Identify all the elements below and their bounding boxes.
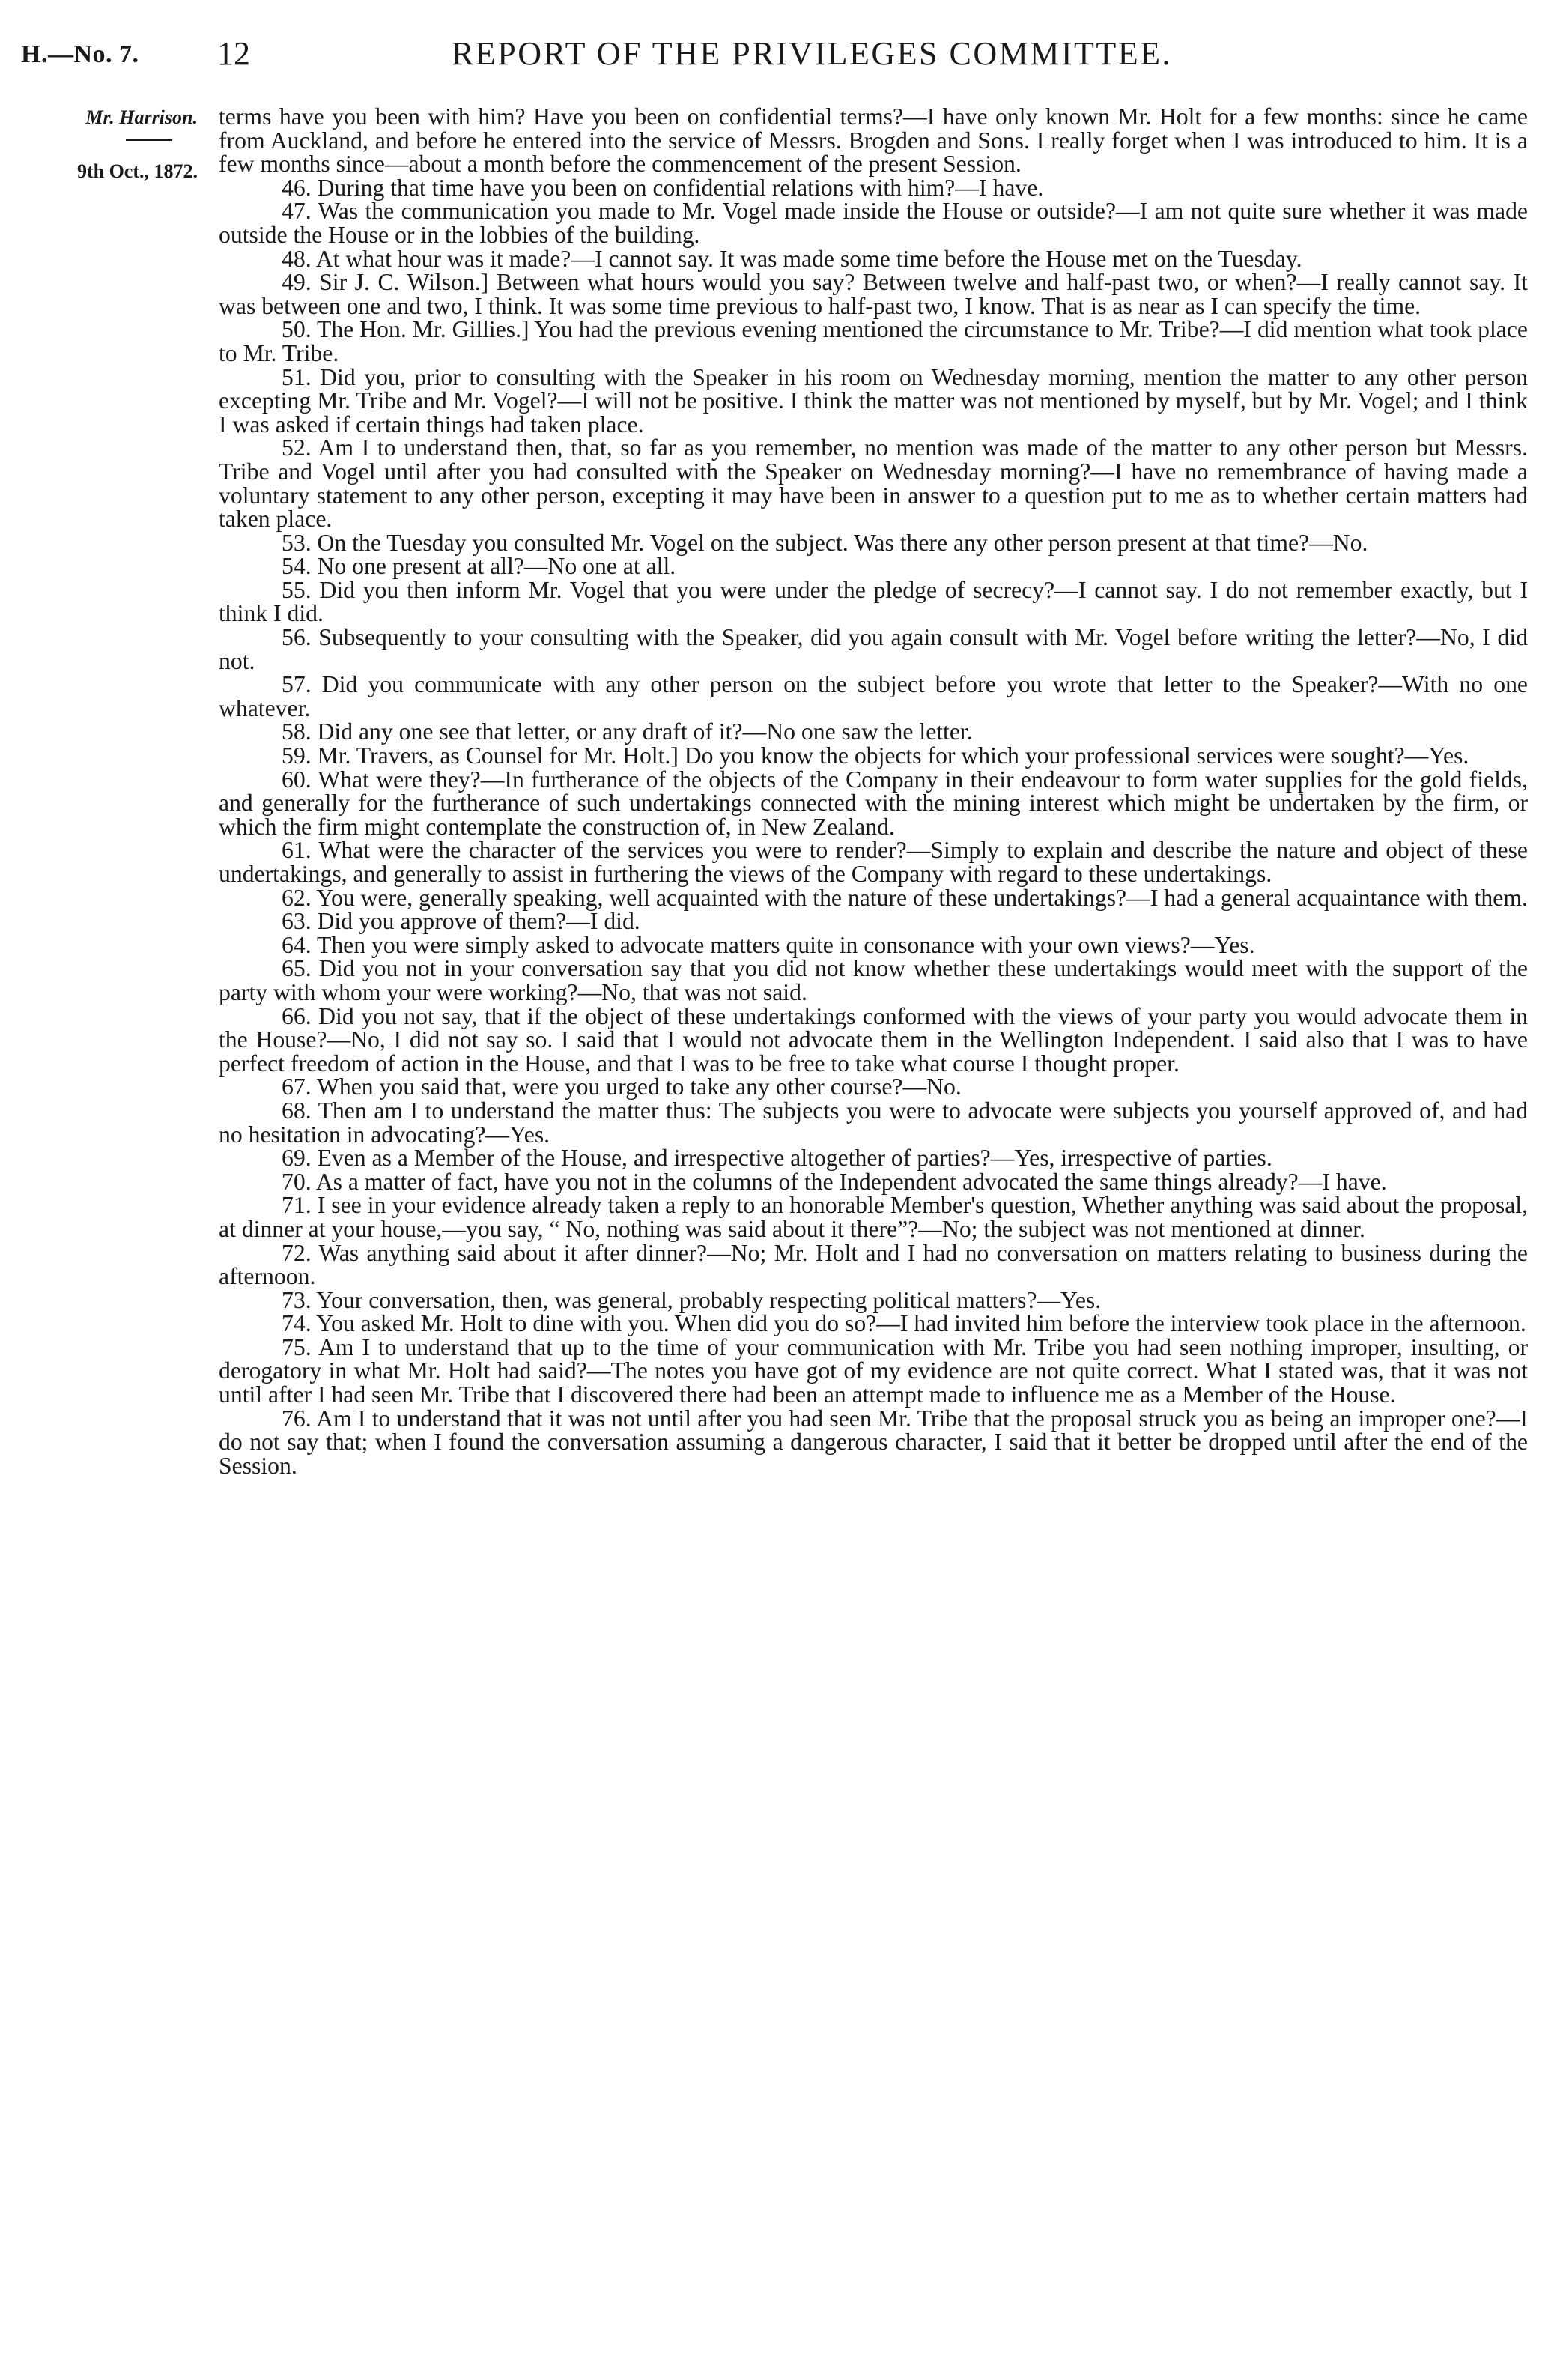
question-55: 55. Did you then inform Mr. Vogel that you were under the pledge of secrecy?—I cannot say. I do not remember exactly, but I think I did. [219,576,1528,627]
question-68: 68. Then am I to understand the matter thus: The subjects you were to advocate were subjects you yourself approved of, and had no hesitation in advocating?—Yes. [219,1097,1528,1148]
evidence-text [219,105,1528,1477]
question-59: 59. Mr. Travers, as Counsel for Mr. Holt.] Do you know the objects for which your professional services were sought?—Yes. [282,742,1469,769]
page-number: 12 [217,35,250,72]
question-71: 71. I see in your evidence already taken a reply to an honorable Member's question, Whether anything was said about the proposal, at dinner at your house,—you say, “ No, nothing was said about it there”?—No; the subject was not mentioned at dinner. [219,1192,1528,1242]
question-49: 49. Sir J. C. Wilson.] Between what hours would you say? Between twelve and half-past two, or when?—I really cannot say. It was between one and two, I think. It was some time previous to half-past two, I know. That is as near as I can specify the time. [219,269,1528,319]
question-60: 60. What were they?—In furtherance of the objects of the Company in their endeavour to form water supplies for the gold fields, and generally for the furtherance of such undertakings connected with the mining interest which might be undertaken by the firm, or which the firm might contemplate the construction of, in New Zealand. [219,766,1528,840]
question-65: 65. Did you not in your conversation say that you did not know whether these undertakings would meet with the support of the party with whom your were working?—No, that was not said. [219,955,1528,1005]
question-57: 57. Did you communicate with any other person on the subject before you wrote that letter to the Speaker?—With no one whatever. [219,671,1528,721]
paragraph-continuation: terms have you been with him? Have you been on confidential terms?—I have only known Mr. Holt for a few months: since he came from Auckland, and before he entered into the service of Messrs. Brogden and Sons. I really forget when I was introduced to him. It is a few months since—about a month before the commencement of the present Session. [219,103,1528,178]
question-51: 51. Did you, prior to consulting with the Speaker in his room on Wednesday morning, mention the matter to any other person excepting Mr. Tribe and Mr. Vogel?—I will not be positive. I think the matter was not mentioned by myself, but by Mr. Vogel; and I think I was asked if certain things had taken place. [219,363,1528,437]
question-67: 67. When you said that, were you urged to take any other course?—No. [282,1074,962,1100]
question-66: 66. Did you not say, that if the object of these undertakings conformed with the views of your party you would advocate them in the House?—No, I did not say so. I said that I would not advocate them in the Wellington Independent. I said also that I was to have perfect freedom of action in the House, and that I was to be free to take what course I thought proper. [219,1002,1528,1077]
question-75: 75. Am I to understand that up to the time of your communication with Mr. Tribe you had seen nothing improper, insulting, or derogatory in what Mr. Holt had said?—The notes you have got of my evidence are not quite correct. What I stated was, that it was not until after I had seen Mr. Tribe that I discovered there had been an attempt made to influence me as a Member of the House. [219,1333,1528,1408]
question-53: 53. On the Tuesday you consulted Mr. Vogel on the subject. Was there any other person present at that time?—No. [282,529,1368,556]
report-title: REPORT OF THE PRIVILEGES COMMITTEE. [452,35,1173,72]
question-48: 48. At what hour was it made?—I cannot say. It was made some time before the House met on the Tuesday. [282,245,1302,272]
question-69: 69. Even as a Member of the House, and irrespective altogether of parties?—Yes, irrespective of parties. [282,1145,1272,1172]
question-58: 58. Did any one see that letter, or any draft of it?—No one saw the letter. [282,718,973,745]
question-62: 62. You were, generally speaking, well acquainted with the nature of these undertakings?—I had a general acquaintance with them. [282,884,1528,911]
witness-name: Mr. Harrison. [85,106,198,128]
question-74: 74. You asked Mr. Holt to dine with you. When did you do so?—I had invited him before the interview took place in the afternoon. [282,1310,1526,1337]
question-54: 54. No one present at all?—No one at all. [282,553,676,580]
question-70: 70. As a matter of fact, have you not in the columns of the Independent advocated the same things already?—I have. [282,1168,1387,1195]
page-header [21,30,1541,82]
question-72: 72. Was anything said about it after dinner?—No; Mr. Holt and I had no conversation on matters relating to business during the afternoon. [219,1239,1528,1290]
margin-rule [126,139,172,141]
parliamentary-paper-ref: H.—No. 7. [21,40,139,68]
question-50: 50. The Hon. Mr. Gillies.] You had the previous evening mentioned the circumstance to Mr. Tribe?—I did mention what took place to Mr. Tribe. [219,316,1528,366]
question-73: 73. Your conversation, then, was general, probably respecting political matters?—Yes. [282,1286,1102,1313]
question-64: 64. Then you were simply asked to advocate matters quite in consonance with your own views?—Yes. [282,931,1255,958]
question-63: 63. Did you approve of them?—I did. [282,908,640,935]
question-47: 47. Was the communication you made to Mr. Vogel made inside the House or outside?—I am not quite sure whether it was made outside the House or in the lobbies of the building. [219,198,1528,248]
question-46: 46. During that time have you been on confidential relations with him?—I have. [282,174,1044,201]
question-61: 61. What were the character of the services you were to render?—Simply to explain and describe the nature and object of these undertakings, and generally to assist in furthering the views of the Company with regard to these undertakings. [219,837,1528,887]
evidence-date: 9th Oct., 1872. [76,160,198,182]
question-52: 52. Am I to understand then, that, so far as you remember, no mention was made of the matter to any other person but Messrs. Tribe and Vogel until after you had consulted with the Speaker on Wednesday morning?—I have no remembrance of having made a voluntary statement to any other person, excepting it may have been in answer to a question put to me as to whether certain matters had taken place. [219,434,1528,533]
question-56: 56. Subsequently to your consulting with the Speaker, did you again consult with Mr. Vogel before writing the letter?—No, I did not. [219,624,1528,674]
question-76: 76. Am I to understand that it was not until after you had seen Mr. Tribe that the proposal struck you as being an improper one?—I do not say that; when I found the conversation assuming a dangerous character, I said that it better be dropped until after the end of the Session. [219,1405,1528,1479]
